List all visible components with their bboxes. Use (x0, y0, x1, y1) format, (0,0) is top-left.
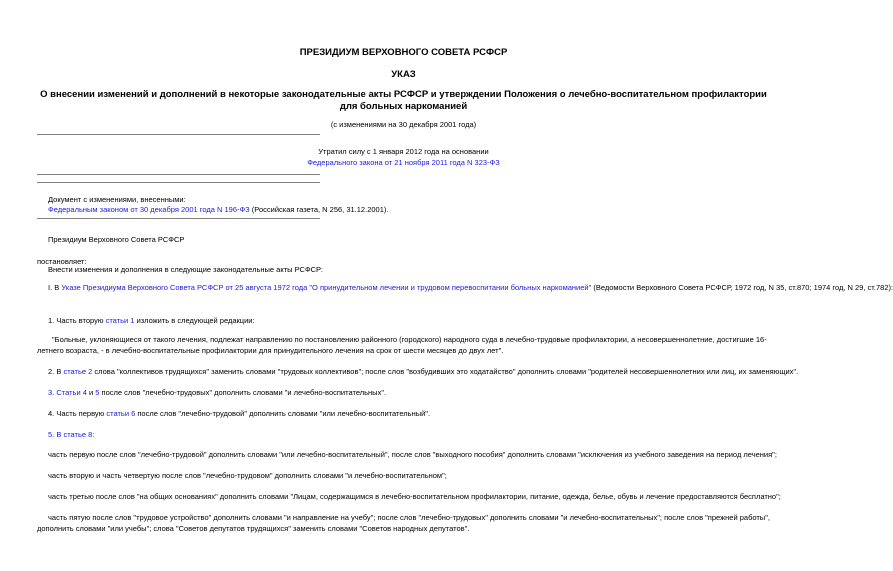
article-4-link[interactable]: 3. Статьи 4 (48, 388, 87, 397)
status-block (0, 158, 807, 168)
divider (37, 134, 320, 135)
item-5-text: 5. В (48, 430, 64, 439)
repeal-law-link[interactable]: Федерального закона от 21 ноября 2011 года N 323-ФЗ (307, 158, 500, 167)
authority-heading: ПРЕЗИДИУМ ВЕРХОВНОГО СОВЕТА РСФСР (299, 47, 508, 58)
divider (37, 218, 320, 219)
issuer: Президиум Верховного Совета РСФСР (48, 235, 185, 244)
doc-type-heading: УКАЗ (391, 69, 416, 80)
item-4-text-end: после слов "лечебно-трудовой" дополнить словами "или лечебно-воспитательный". (135, 409, 431, 418)
item-5-colon: : (92, 430, 95, 439)
item-2-text-end: слова "коллективов трудящихся" заменить словами "трудовых коллективов"; после слов "возбудивших это ходатайство" дополнить словами "родителей несовершеннолетних или лиц, их заменяющих". (92, 367, 799, 376)
subitem-1: часть первую после слов "лечебно-трудовой" дополнить словами "или лечебно-воспитательный", после слов "выходного пособия" дополнить словами "исключения из учебного заведения на период лечения"; (48, 450, 777, 459)
divider (37, 174, 320, 175)
item-1 (48, 316, 255, 326)
changes-block (48, 205, 388, 215)
item-3 (48, 388, 386, 398)
item-4-text: 4. Часть первую (48, 409, 107, 418)
decree-1972-link[interactable]: Указе Президиума Верховного Совета РСФСР от 25 августа 1972 года "О принудительном лечении и трудовом перевоспитании больных наркоманией" (61, 283, 592, 292)
article-5-link[interactable]: 5 (95, 388, 100, 397)
resolves: постановляет: (37, 257, 87, 266)
amendments-note: (с изменениями на 30 декабря 2001 года) (330, 120, 477, 129)
subitem-3: часть третью после слов "на общих основаниях" дополнить словами "Лицам, содержащимся в лечебно-воспитательном профилактории, питание, одежда, белье, обувь и лечение предоставляются бесплатно"; (48, 492, 781, 501)
changes-intro: Документ с изменениями, внесенными: (48, 195, 186, 204)
item-2-text: 2. В (48, 367, 64, 376)
subitem-4: часть пятую после слов "трудовое устройство" дополнить словами "и направление на учебу"; после слов "лечебно-трудовых" дополнить словами "и лечебно-воспитательных"; после слов "прежней работы", дополнить словами "или учебы"; слова "Советов депутатов трудящихся" заменить словами "Советов народных депутатов". (37, 513, 770, 533)
subitem-2: часть вторую и часть четвертую после слов "лечебно-трудовом" дополнить словами "и лечебно-воспитательном"; (48, 471, 447, 480)
item-4 (48, 409, 430, 419)
p1-suffix: (Ведомости Верховного Совета РСФСР, 1972 год, N 35, ст.870; 1974 год, N 29, ст.782): (591, 283, 893, 292)
intro-paragraph: Внести изменения и дополнения в следующие законодательные акты РСФСР: (48, 265, 323, 274)
article-6-link[interactable]: статьи 6 (106, 409, 136, 418)
item-5 (48, 430, 94, 440)
paragraph-1 (48, 283, 893, 293)
changes-source: (Российская газета, N 256, 31.12.2001). (249, 205, 389, 214)
document-title: О внесении изменений и дополнений в некоторые законодательные акты РСФСР и утверждении Положения о лечебно-воспитательном профилактории для больных наркоманией (40, 89, 767, 112)
article-1-link[interactable]: статьи 1 (105, 316, 135, 325)
item-3-and: и (86, 388, 96, 397)
amending-law-link[interactable]: Федеральным законом от 30 декабря 2001 года N 196-ФЗ (48, 205, 250, 214)
article-8-link[interactable]: статье 8 (63, 430, 93, 439)
item-1-text: 1. Часть вторую (48, 316, 106, 325)
item-2 (48, 367, 798, 377)
status-text: Утратил силу с 1 января 2012 года на основании (318, 147, 489, 156)
item-1-text-end: изложить в следующей редакции: (134, 316, 255, 325)
quoted-text: "Больные, уклоняющиеся от такого лечения, подлежат направлению по постановлению районного (городского) народного суда в лечебно-трудовые профилактории, а несовершеннолетние, достигшие 16-летнего возраста, - в лечебно-воспитательные профилактории для принудительного лечения на срок от шести месяцев до двух лет". (37, 335, 767, 355)
item-3-text: после слов "лечебно-трудовых" дополнить словами "и лечебно-воспитательных". (99, 388, 387, 397)
article-2-link[interactable]: статье 2 (63, 367, 93, 376)
p1-prefix: I. В (48, 283, 62, 292)
divider (37, 182, 320, 183)
